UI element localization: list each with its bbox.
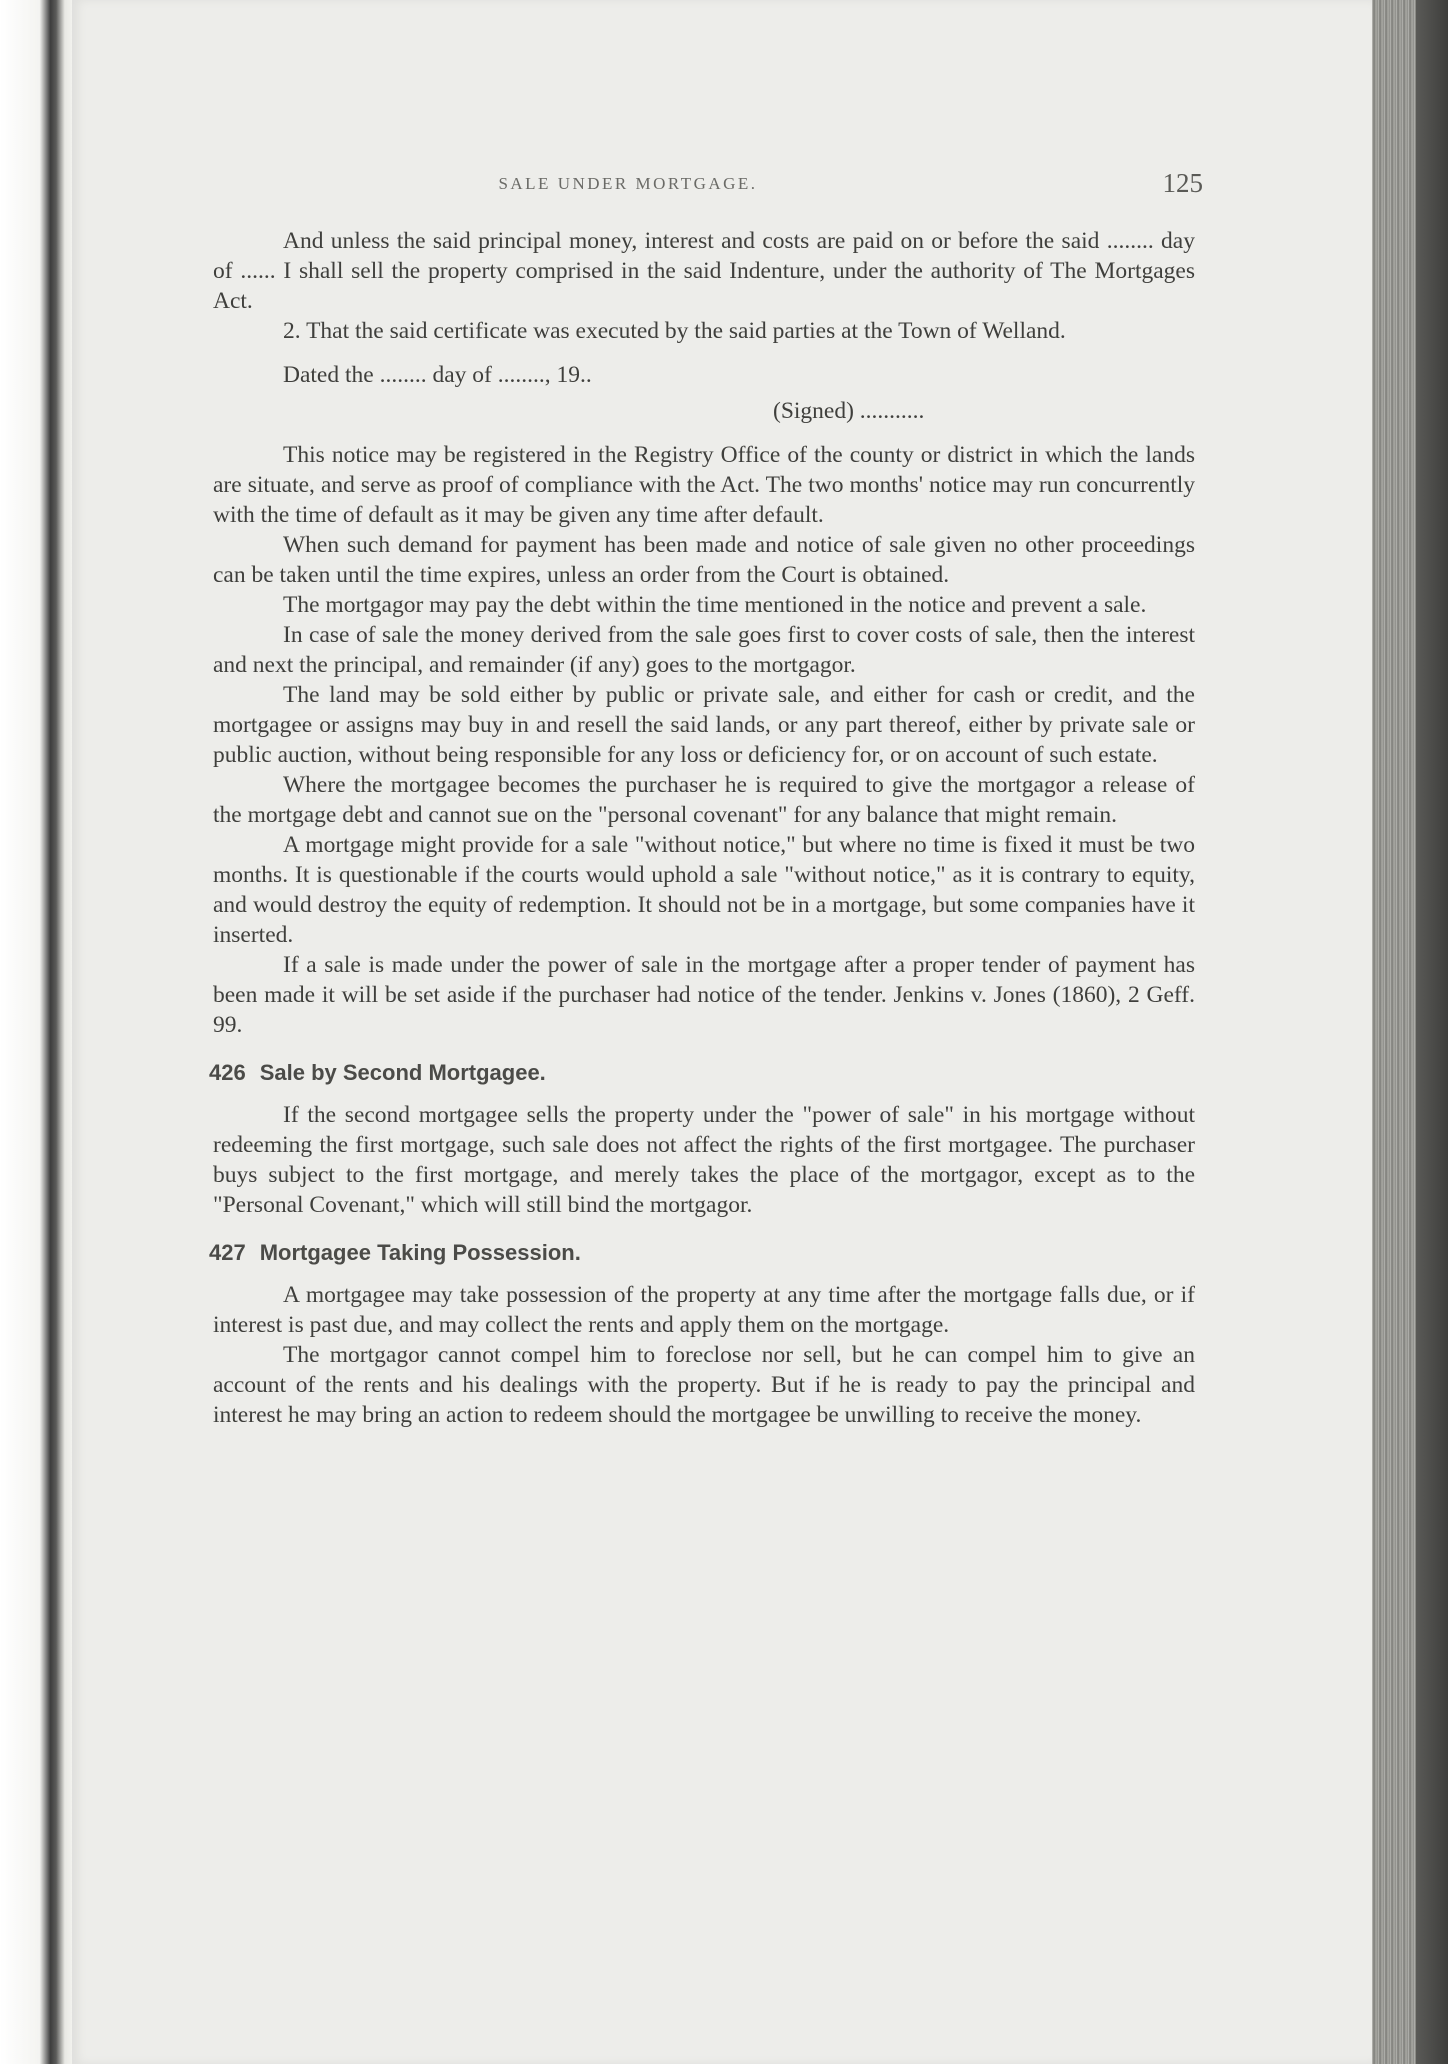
paragraph: A mortgagee may take possession of the property at any time after the mortgage falls due, or if interest is past due, and may collect the rents and apply them on the mortgage.: [213, 1282, 1195, 1338]
paragraph: If a sale is made under the power of sale in the mortgage after a proper tender of payment has been made it will be set aside if the purchaser had notice of the tender. Jenkins v. Jones (1860), 2 Geff. 99.: [213, 952, 1195, 1038]
book-gutter: [0, 0, 72, 2064]
page-number: 125: [1162, 168, 1203, 198]
paragraph: If the second mortgagee sells the property under the "power of sale" in his mortgage without redeeming the first mortgage, such sale does not affect the rights of the first mortgagee. The purchaser buys subject to the first mortgage, and merely takes the place of the mortgagor, except as to the "Personal Covenant," which will still bind the mortgagor.: [213, 1102, 1195, 1218]
signed-line: (Signed) ...........: [773, 398, 925, 424]
paragraph: 2. That the said certificate was executed by the said parties at the Town of Welland.: [283, 318, 1066, 344]
paragraph: A mortgage might provide for a sale "without notice," but where no time is fixed it must be two months. It is questionable if the courts would uphold a sale "without notice," as it is contrary to equity, and would destroy the equity of redemption. It should not be in a mortgage, but some companies have it inserted.: [213, 832, 1195, 948]
paragraph: And unless the said principal money, interest and costs are paid on or before the said ........ day of ...... I shall sell the property comprised in the said Indenture, under the authority of The Mortgages Act.: [213, 228, 1195, 314]
running-title: SALE UNDER MORTGAGE.: [498, 174, 758, 193]
paragraph: The land may be sold either by public or private sale, and either for cash or credit, and the mortgagee or assigns may buy in and resell the said lands, or any part thereof, either by private sale or public auction, without being responsible for any loss or deficiency for, or on account of such estate.: [213, 682, 1195, 768]
page-body: [209, 226, 1195, 1430]
paragraph: When such demand for payment has been made and notice of sale given no other proceedings can be taken until the time expires, unless an order from the Court is obtained.: [213, 532, 1195, 588]
paragraph: The mortgagor cannot compel him to foreclose nor sell, but he can compel him to give an account of the rents and his dealings with the property. But if he is ready to pay the principal and interest he may bring an action to redeem should the mortgagee be unwilling to receive the money.: [213, 1342, 1195, 1428]
section-title: Sale by Second Mortgagee.: [259, 1060, 546, 1085]
paragraph: Where the mortgagee becomes the purchaser he is required to give the mortgagor a release of the mortgage debt and cannot sue on the "personal covenant" for any balance that might remain.: [213, 772, 1195, 828]
section-number: 427: [209, 1240, 246, 1265]
section-heading-426: [209, 1058, 1195, 1088]
section-title: Mortgagee Taking Possession.: [259, 1240, 581, 1265]
paragraph: In case of sale the money derived from the sale goes first to cover costs of sale, then the interest and next the principal, and remainder (if any) goes to the mortgagor.: [213, 622, 1195, 678]
paragraph: This notice may be registered in the Registry Office of the county or district in which the lands are situate, and serve as proof of compliance with the Act. The two months' notice may run concurrently with the time of default as it may be given any time after default.: [213, 442, 1195, 528]
section-heading-427: [209, 1238, 1195, 1268]
dated-line: Dated the ........ day of ........, 19..: [283, 362, 592, 388]
running-head: [213, 168, 1213, 208]
paragraph: The mortgagor may pay the debt within the time mentioned in the notice and prevent a sale.: [283, 592, 1147, 618]
book-cover-edge: [1416, 0, 1448, 2064]
section-number: 426: [209, 1060, 246, 1085]
